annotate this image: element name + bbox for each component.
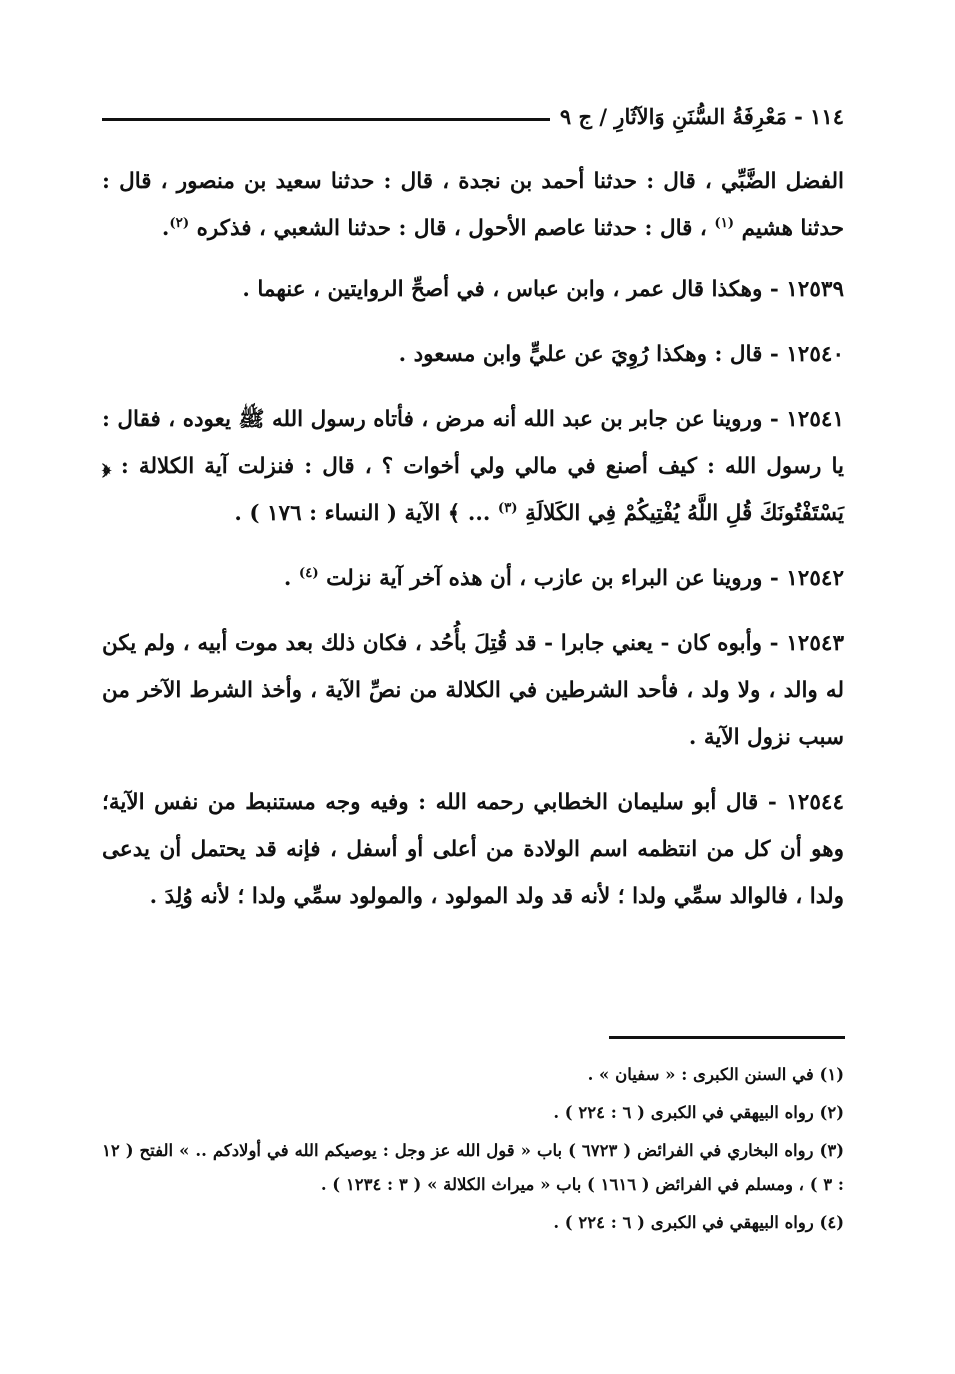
paragraph-12543: ١٢٥٤٣ - وأبوه كان - يعني جابرا - قد قُتِلَ بأُحُد ، فكان ذلك بعد موت أبيه ، ولم يكن له والد ، ولا ولد ، فأحد الشرطين في الكلالة من نصِّ الآية ، وأخذ الشرط الآخر من سبب نزول الآية .	[102, 631, 844, 750]
footnote-2: (٢) رواه البيهقي في الكبرى ( ٦ : ٢٢٤ ) .	[553, 1103, 844, 1122]
paragraph-text: .	[283, 566, 299, 591]
paragraph-12540: ١٢٥٤٠ - قال : وهكذا رُوِيَ عن عليٍّ وابن مسعود .	[398, 342, 844, 367]
header-title: ١١٤ - مَعْرِفَةُ السُّنَنِ وَالآثَارِ / ج ٩	[559, 103, 844, 129]
paragraph-text: ١٢٥٤١ - وروينا عن جابر بن عبد الله أنه مرض ، فأتاه رسول الله ﷺ يعوده ، فقال : يا رسول الله : كيف أصنع في مالي ولي أخوات ؟ ، قال : فنزلت آية الكلالة : ﴿ يَسْتَفْتُونَكَ قُلِ اللَّهُ يُفْتِيكُمْ فِي الكَلالَةِ	[102, 407, 844, 526]
footnote-ref: (٣)	[497, 499, 518, 516]
footnote-ref: (٢)	[169, 214, 190, 231]
footnote-ref: (٤)	[298, 564, 319, 581]
footnote-separator	[609, 1036, 845, 1039]
footnotes	[102, 1058, 844, 1244]
paragraph-text: الفضل الضَّبِّي ، قال : حدثنا أحمد بن نجدة ، قال : حدثنا سعيد بن منصور ، قال : حدثنا هشيم	[102, 169, 844, 241]
paragraph-12539: ١٢٥٣٩ - وهكذا قال عمر ، وابن عباس ، في أصحِّ الروايتين ، عنهما .	[242, 277, 844, 302]
footnote-4: (٤) رواه البيهقي في الكبرى ( ٦ : ٢٢٤ ) .	[553, 1213, 844, 1232]
paragraph-12541	[102, 396, 844, 537]
footnote-1: (١) في السنن الكبرى : « سفيان » .	[587, 1065, 844, 1084]
paragraph-12544: ١٢٥٤٤ - قال أبو سليمان الخطابي رحمه الله : وفيه وجه مستنبط من نفس الآية؛ وهو أن كل من انتظمه اسم الولادة من أعلى أو أسفل ، فإنه قد يحتمل أن يدعى ولدا ، فالوالد سمِّي ولدا ؛ لأنه قد ولد المولود ، والمولود سمِّي ولدا ؛ لأنه وُلِدَ .	[102, 790, 844, 909]
running-header	[102, 96, 844, 136]
paragraph-text: ، قال : حدثنا عاصم الأحول ، قال : حدثنا الشعبي ، فذكره	[189, 216, 715, 241]
header-rule	[102, 118, 550, 121]
paragraph-text: .	[161, 216, 170, 241]
footnote-3: (٣) رواه البخاري في الفرائض ( ٦٧٢٣ ) باب « قول الله عز وجل : يوصيكم الله في أولادكم .. » الفتح ( ١٢ : ٣ ) ، ومسلم في الفرائض ( ١٦١٦ ) باب « ميراث الكلالة » ( ٣ : ١٢٣٤ ) .	[102, 1141, 844, 1194]
paragraph-text: ١٢٥٤٢ - وروينا عن البراء بن عازب ، أن هذه آخر آية نزلت	[318, 566, 844, 591]
paragraph-text: ... ﴾ الآية ( النساء : ١٧٦ ) .	[234, 501, 498, 526]
paragraph-12542	[102, 555, 844, 602]
footnote-ref: (١)	[714, 214, 735, 231]
paragraph-continuation	[102, 158, 844, 252]
main-text	[102, 158, 844, 938]
